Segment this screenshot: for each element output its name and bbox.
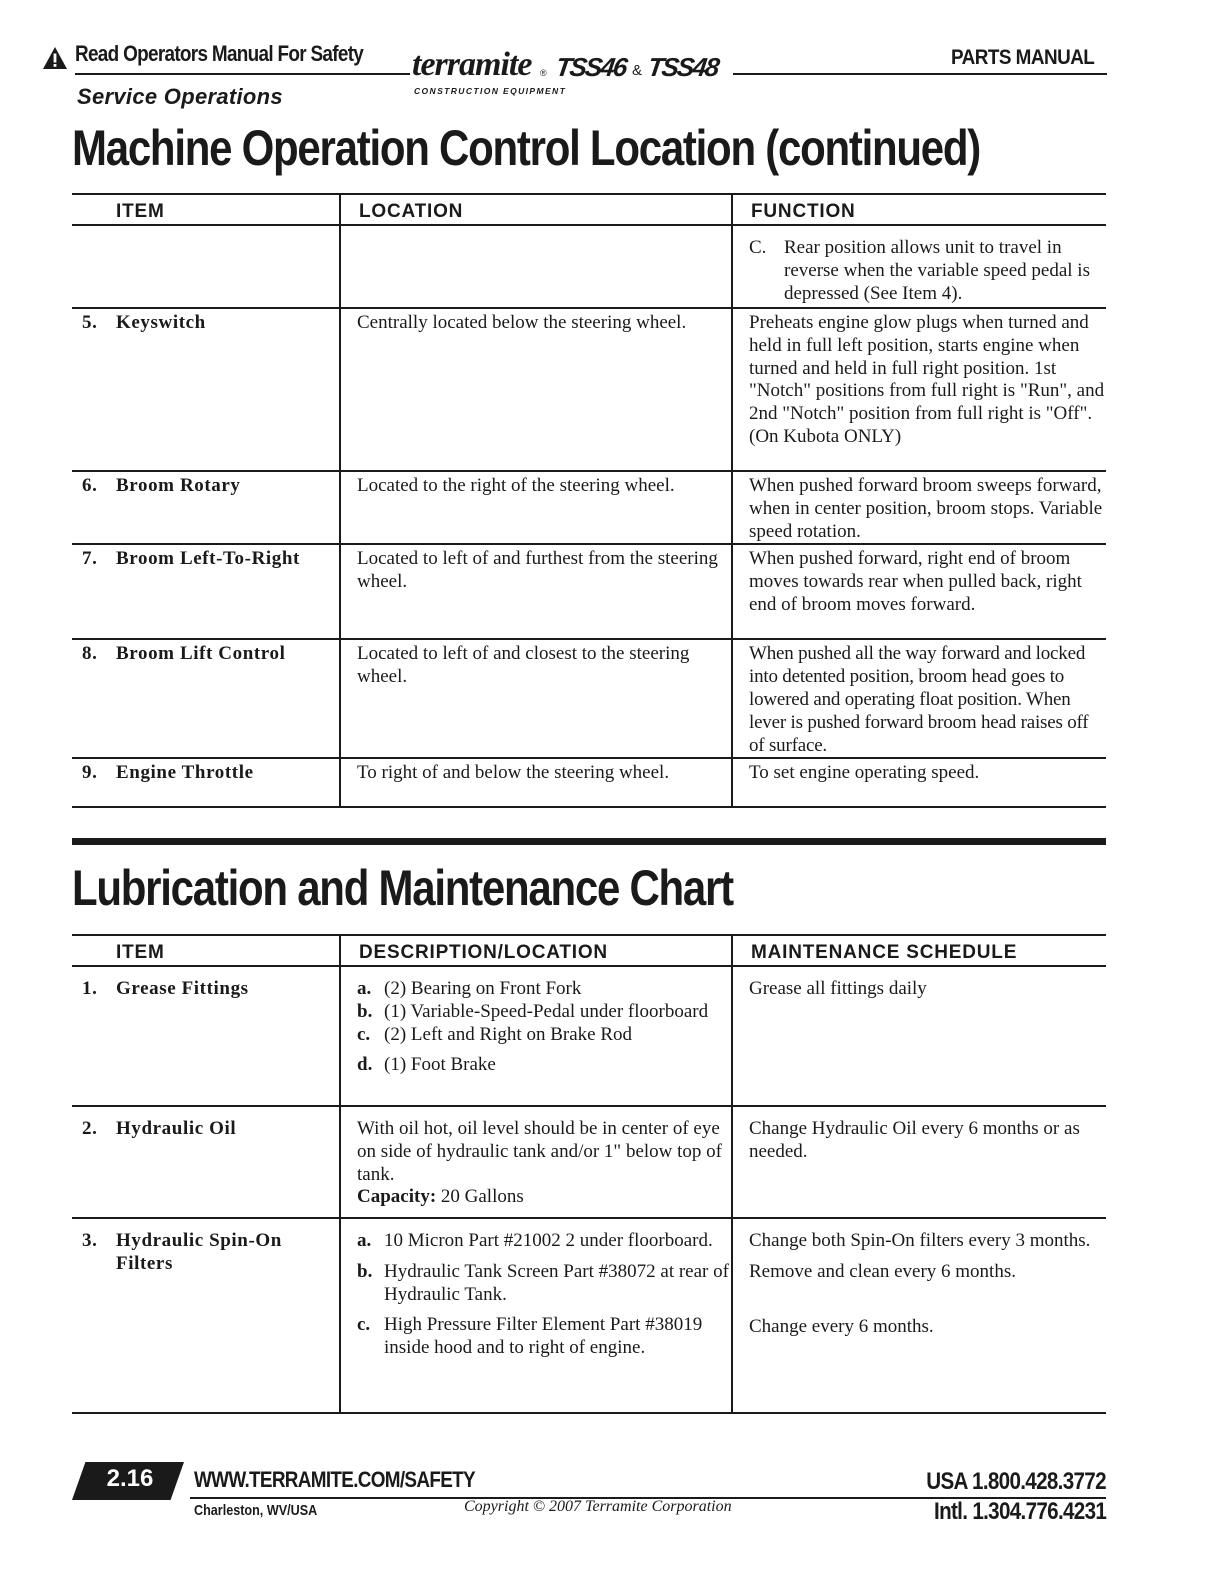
table-row [72,544,1106,639]
header-rule-left [75,73,410,75]
column-header-schedule: MAINTENANCE SCHEDULE [732,935,1106,966]
section-label: Service Operations [77,84,283,109]
description-cell: With oil hot, oil level should be in center of eye on side of hydraulic tank and/or 1" below top of tank. Capacity: 20 Gallons [340,1106,732,1218]
item-cell: 8. Broom Lift Control [72,639,340,758]
table-row [72,471,1106,544]
page-header [0,0,1224,120]
schedule-cell: Change both Spin-On filters every 3 months. Remove and clean every 6 months. Change every 6 months. [732,1218,1106,1413]
function-cell: Preheats engine glow plugs when turned and held in full left position, starts engine when turned and held in full right position. 1st "Notch" positions from full right is "Run", and 2nd "Notch" position from full right is "Off". (On Kubota ONLY) [732,308,1106,471]
table-row [72,966,1106,1106]
table-row [72,1218,1106,1413]
model-tss48: TSS48 [645,52,720,82]
phone-usa: USA 1.800.428.3772 [926,1468,1106,1495]
column-header-description: DESCRIPTION/LOCATION [340,935,732,966]
lubrication-table [72,934,1106,1414]
table-header-row [72,194,1106,225]
table-row [72,639,1106,758]
schedule-cell: Change Hydraulic Oil every 6 months or as needed. [732,1106,1106,1218]
table-header-row [72,935,1106,966]
column-header-item: ITEM [72,194,340,225]
header-rule-right [733,73,1107,75]
column-header-function: FUNCTION [732,194,1106,225]
item-cell: 3. Hydraulic Spin-On Filters [82,1230,282,1274]
control-location-table [72,193,1106,808]
table-row [72,758,1106,807]
safety-notice: Read Operators Manual For Safety [75,41,364,66]
model-tss46: TSS46 [553,52,628,82]
function-cell: When pushed forward, right end of broom moves towards rear when pulled back, right end of broom moves forward. [732,544,1106,639]
item-cell: 1. Grease Fittings [72,966,340,1106]
description-cell: a. 10 Micron Part #21002 2 under floorboard. b. Hydraulic Tank Screen Part #38072 at rear of Hydraulic Tank. c. High Pressure Filter Element Part #38019 inside hood and to right of engine. [340,1218,732,1413]
item-cell: 2. Hydraulic Oil [72,1106,340,1218]
registered-mark-icon: ® [540,68,547,78]
warning-icon [42,46,68,70]
section-title-lubrication: Lubrication and Maintenance Chart [72,860,733,916]
schedule-cell: Grease all fittings daily [732,966,1106,1106]
location-cell: Located to left of and furthest from the steering wheel. [340,544,732,639]
section-title-controls: Machine Operation Control Location (continued) [72,120,981,176]
item-cell: 6. Broom Rotary [72,471,340,544]
brand-tagline: CONSTRUCTION EQUIPMENT [414,86,567,96]
description-cell: a. (2) Bearing on Front Fork b. (1) Variable-Speed-Pedal under floorboard c. (2) Left and Right on Brake Rod d. (1) Foot Brake [340,966,732,1106]
function-cell: When pushed forward broom sweeps forward, when in center position, broom stops. Variable speed rotation. [732,471,1106,544]
column-header-item: ITEM [72,935,340,966]
table-row [72,308,1106,471]
function-text: Rear position allows unit to travel in reverse when the variable speed pedal is depressed (See Item 4). [784,237,1090,304]
table-row [72,1106,1106,1218]
item-cell: 9. Engine Throttle [82,762,254,784]
footer-copyright: Copyright © 2007 Terramite Corporation [464,1498,732,1515]
location-cell: To right of and below the steering wheel. [340,758,732,807]
phone-intl: Intl. 1.304.776.4231 [933,1498,1106,1525]
column-header-location: LOCATION [340,194,732,225]
model-separator: & [632,62,643,79]
function-cell: When pushed all the way forward and locked into detented position, broom head goes to lowered and operating float position. When lever is pushed forward broom head raises off of surface. [732,639,1106,758]
function-cell: To set engine operating speed. [732,758,1106,807]
footer-location: Charleston, WV/USA [194,1502,318,1519]
item-cell: 7. Broom Left-To-Right [72,544,340,639]
page-number: 2.16 [106,1465,154,1492]
brand-name: terramite [412,46,532,83]
location-cell: Located to the right of the steering wheel. [340,471,732,544]
footer-url-link[interactable]: WWW.TERRAMITE.COM/SAFETY [194,1467,475,1492]
item-cell: 5. Keyswitch [72,308,340,471]
location-cell [340,225,732,308]
section-divider [72,838,1106,845]
location-cell: Centrally located below the steering wheel. [340,308,732,471]
brand-logo [412,48,732,100]
item-cell [72,225,340,308]
location-cell: Located to left of and closest to the steering wheel. [340,639,732,758]
function-cell: C. Rear position allows unit to travel in reverse when the variable speed pedal is depressed (See Item 4). [732,225,1106,308]
manual-type: PARTS MANUAL [951,46,1095,69]
table-row [72,225,1106,308]
